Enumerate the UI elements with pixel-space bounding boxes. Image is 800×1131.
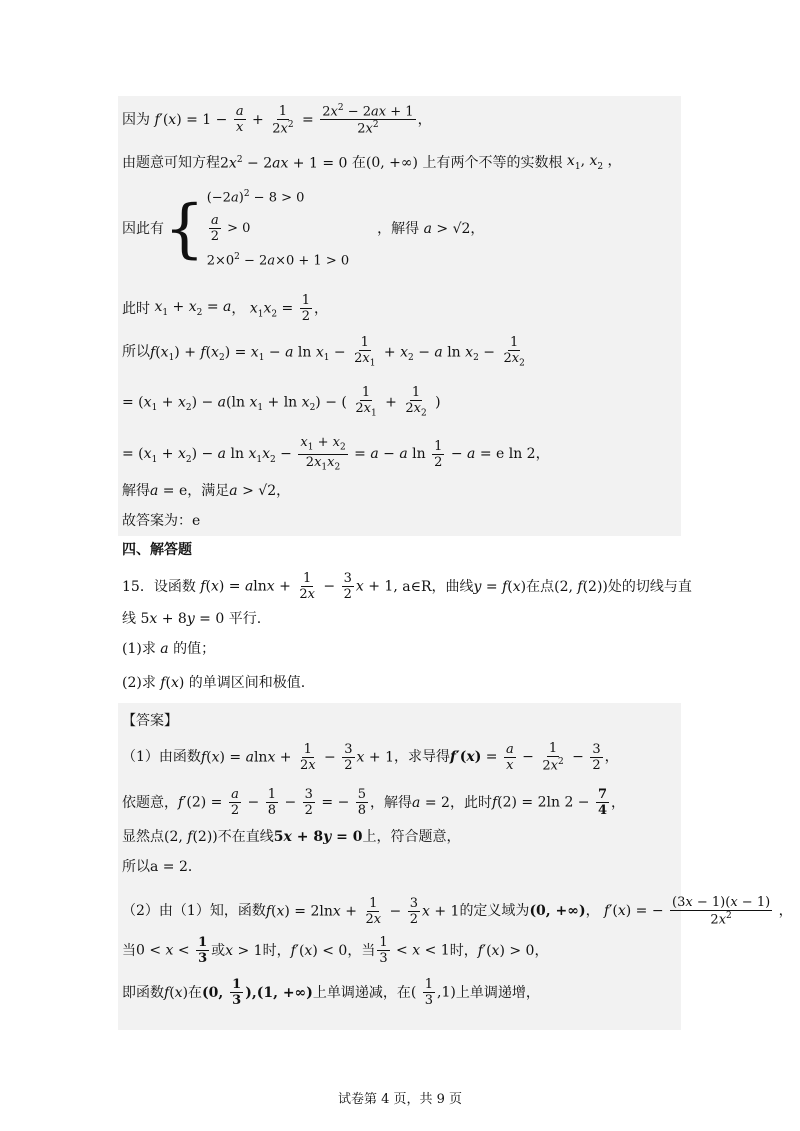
- equation: a > √2: [229, 483, 277, 499]
- equation: f(x) = 2lnx + $\frac{1}{2x}$ − $\frac{3}{2}$ x + 1: [265, 895, 460, 927]
- page-footer: 试卷第 4 页，共 9 页: [337, 1092, 463, 1107]
- answer-line-5: （2）由（1）知，函数 f(x) = 2lnx + $\frac{1}{2x}$ − $\frac{3}{2}$ x + 1 的定义域为 (0, +∞) ， f′(x) = − $\frac{(3x - 1)(x - 1)}{2x^2}$ ，: [122, 895, 793, 928]
- equation: 0 < x < $\frac{1}{3}$: [136, 935, 208, 966]
- section-title: 四、解答题: [122, 542, 192, 558]
- equation: 5x + 8y = 0: [273, 829, 363, 845]
- sol14-line-7: = $(x_1 + x_2) - a$ $\ln x_1x_2$ − $\frac{x_1 + x_2}{2x_1x_2}$ = a − a ln $\frac{1}{2}$ − a = e ln 2 ，: [122, 435, 550, 473]
- sol14-line-1: 因为 f′(x) = 1 − $\frac{a}{x}$ + $\frac{1}{2x^2}$ = $\frac{2x^2 - 2ax + 1}{2x^2}$ ，: [122, 103, 432, 137]
- answer-line-1: （1）由函数 f(x) = alnx + $\frac{1}{2x}$ − $\frac{3}{2}$ x + 1 ，求导得 f′(x) = $\frac{a}{x}$ − $\frac{1}{2x^2}$ − $\frac{3}{2}$ ，: [122, 741, 619, 774]
- sol14-line-3: 因此有 { $(-2a)^2 - 8 > 0$ $\frac{a}{2}$ > 0 $2\times 0^2 - 2a\times 0 + 1 > 0$ ，解得 a > √2 ，: [122, 189, 485, 269]
- equation: $x_1$, $x_2$ ，: [566, 153, 622, 172]
- q15-line-2: 线 5x + 8y = 0 平行.: [122, 611, 262, 627]
- sol14-line-4: 此时 $x_1 + x_2 = a$ ， $x_1x_2$ = $\frac{1}{2}$ ，: [122, 293, 329, 324]
- sol14-line-6: [122, 386, 441, 419]
- equation: $x_1 + x_2 = a$: [154, 298, 232, 318]
- equation: = $(x_1 + x_2) - a$ $\ln x_1x_2$ − $\frac{x_1 + x_2}{2x_1x_2}$ = a − a ln $\frac{1}{2}$ − a = e ln 2: [122, 435, 536, 473]
- equation: f(x) = alnx + $\frac{1}{2x}$ − $\frac{3}{2}$ x + 1: [200, 741, 394, 773]
- equation: $2x^2 - 2ax + 1 = 0$: [220, 154, 352, 172]
- equation: (2, f(2)): [164, 829, 218, 845]
- equation: $x_1x_2$ = $\frac{1}{2}$: [249, 293, 311, 324]
- inequality-system: $(-2a)^2 - 8 > 0$ $\frac{a}{2}$ > 0 $2\times 0^2 - 2a\times 0 + 1 > 0$: [206, 189, 350, 269]
- left-brace: {: [164, 191, 205, 266]
- answer-label: 【答案】: [122, 713, 178, 729]
- answer-line-2: 依题意， f′(2) = $\frac{a}{2}$ − $\frac{1}{8}$ − $\frac{3}{2}$ = − $\frac{5}{8}$ ，解得 a = 2 ，此时 f(2) = 2ln 2 − $\frac{7}{4}$ ，: [122, 787, 626, 818]
- equation: f′(x) = − $\frac{(3x - 1)(x - 1)}{2x^2}$ ，: [604, 895, 793, 928]
- equation: a = 2: [412, 794, 450, 811]
- equation: f′(x) > 0: [477, 942, 535, 959]
- equation: ( $\frac{1}{3}$ ,1): [410, 977, 456, 1008]
- answer-line-7: 即函数 f(x) 在 (0, $\frac{1}{3}$ ),(1, +∞) 上单调递减，在 ( $\frac{1}{3}$ ,1) 上单调递增，: [122, 977, 540, 1008]
- equation: $f(x_1) + f(x_2) = x_1 - a$ $\ln x_1$ − $\frac{1}{2x_1}$ + $x_2 - a$ $\ln x_2$ − $\frac{1}{2x_2}$: [150, 335, 525, 369]
- sol14-line-5: 所以 $f(x_1) + f(x_2) = x_1 - a$ $\ln x_1$ − $\frac{1}{2x_1}$ + $x_2 - a$ $\ln x_2$ − $\frac{1}{2x_2}$: [122, 336, 529, 369]
- equation: f′(2) = $\frac{a}{2}$ − $\frac{1}{8}$ − $\frac{3}{2}$ = − $\frac{5}{8}$: [178, 787, 367, 818]
- equation: y = f(x): [473, 578, 527, 595]
- q15-part-2: (2)求 f(x) 的单调区间和极值.: [122, 675, 306, 691]
- equation: = $(x_1 + x_2) - a(\ln$ $x_1 + \ln x_2$) − ( $\frac{1}{2x_1}$ + $\frac{1}{2x_2}$ ): [122, 385, 441, 419]
- equation: f(2) = 2ln 2 − $\frac{7}{4}$: [491, 787, 608, 818]
- q15-line-1: 15．设函数 f(x) = alnx + $\frac{1}{2x}$ − $\frac{3}{2}$ x + 1, a∈R ，曲线 y = f(x) 在点 (2, f(2)) 处的切线与直: [122, 571, 692, 602]
- equation: f′(x) = $\frac{a}{x}$ − $\frac{1}{2x^2}$ − $\frac{3}{2}$: [449, 741, 601, 774]
- equation: x > 1: [225, 942, 263, 959]
- answer-line-6: 当 0 < x < $\frac{1}{3}$ 或 x > 1 时， f′(x) < 0 ，当 $\frac{1}{3}$ < x < 1 时， f′(x) > 0 ，: [122, 935, 549, 966]
- sol14-line-9: 故答案为：e: [122, 513, 201, 529]
- equation: f(x) = alnx + $\frac{1}{2x}$ − $\frac{3}{2}$ x + 1,: [200, 571, 403, 602]
- answer-line-4: 所以a = 2．: [122, 859, 202, 875]
- equation: a = e: [150, 483, 188, 499]
- answer-line-3: 显然点 (2, f(2)) 不在直线 5x + 8y = 0 上，符合题意，: [122, 829, 461, 845]
- equation: $\frac{1}{3}$ < x < 1: [379, 935, 450, 966]
- equation: (0, +∞): [365, 154, 423, 171]
- equation: (2, f(2)): [554, 578, 608, 595]
- q15-part-1: (1)求 a 的值；: [122, 641, 216, 657]
- sol14-line-8: 解得 a = e ，满足 a > √2 ，: [122, 483, 291, 499]
- equation: f′(x) = 1 − $\frac{a}{x}$ + $\frac{1}{2x^2}$ = $\frac{2x^2 - 2ax + 1}{2x^2}$: [154, 103, 414, 137]
- equation: (0, $\frac{1}{3}$ ),(1, +∞): [202, 977, 313, 1008]
- equation: (0, +∞): [529, 903, 586, 920]
- equation: f(x): [164, 984, 189, 1001]
- equation: 5x + 8y = 0: [136, 611, 229, 627]
- equation: a > √2: [423, 220, 471, 237]
- equation: f′(x) < 0: [290, 942, 348, 959]
- sol14-line-2: 由题意可知方程 $2x^2 - 2ax + 1 = 0$ 在 (0, +∞) 上有两个不等的实数根 $x_1$, $x_2$ ，: [122, 153, 622, 172]
